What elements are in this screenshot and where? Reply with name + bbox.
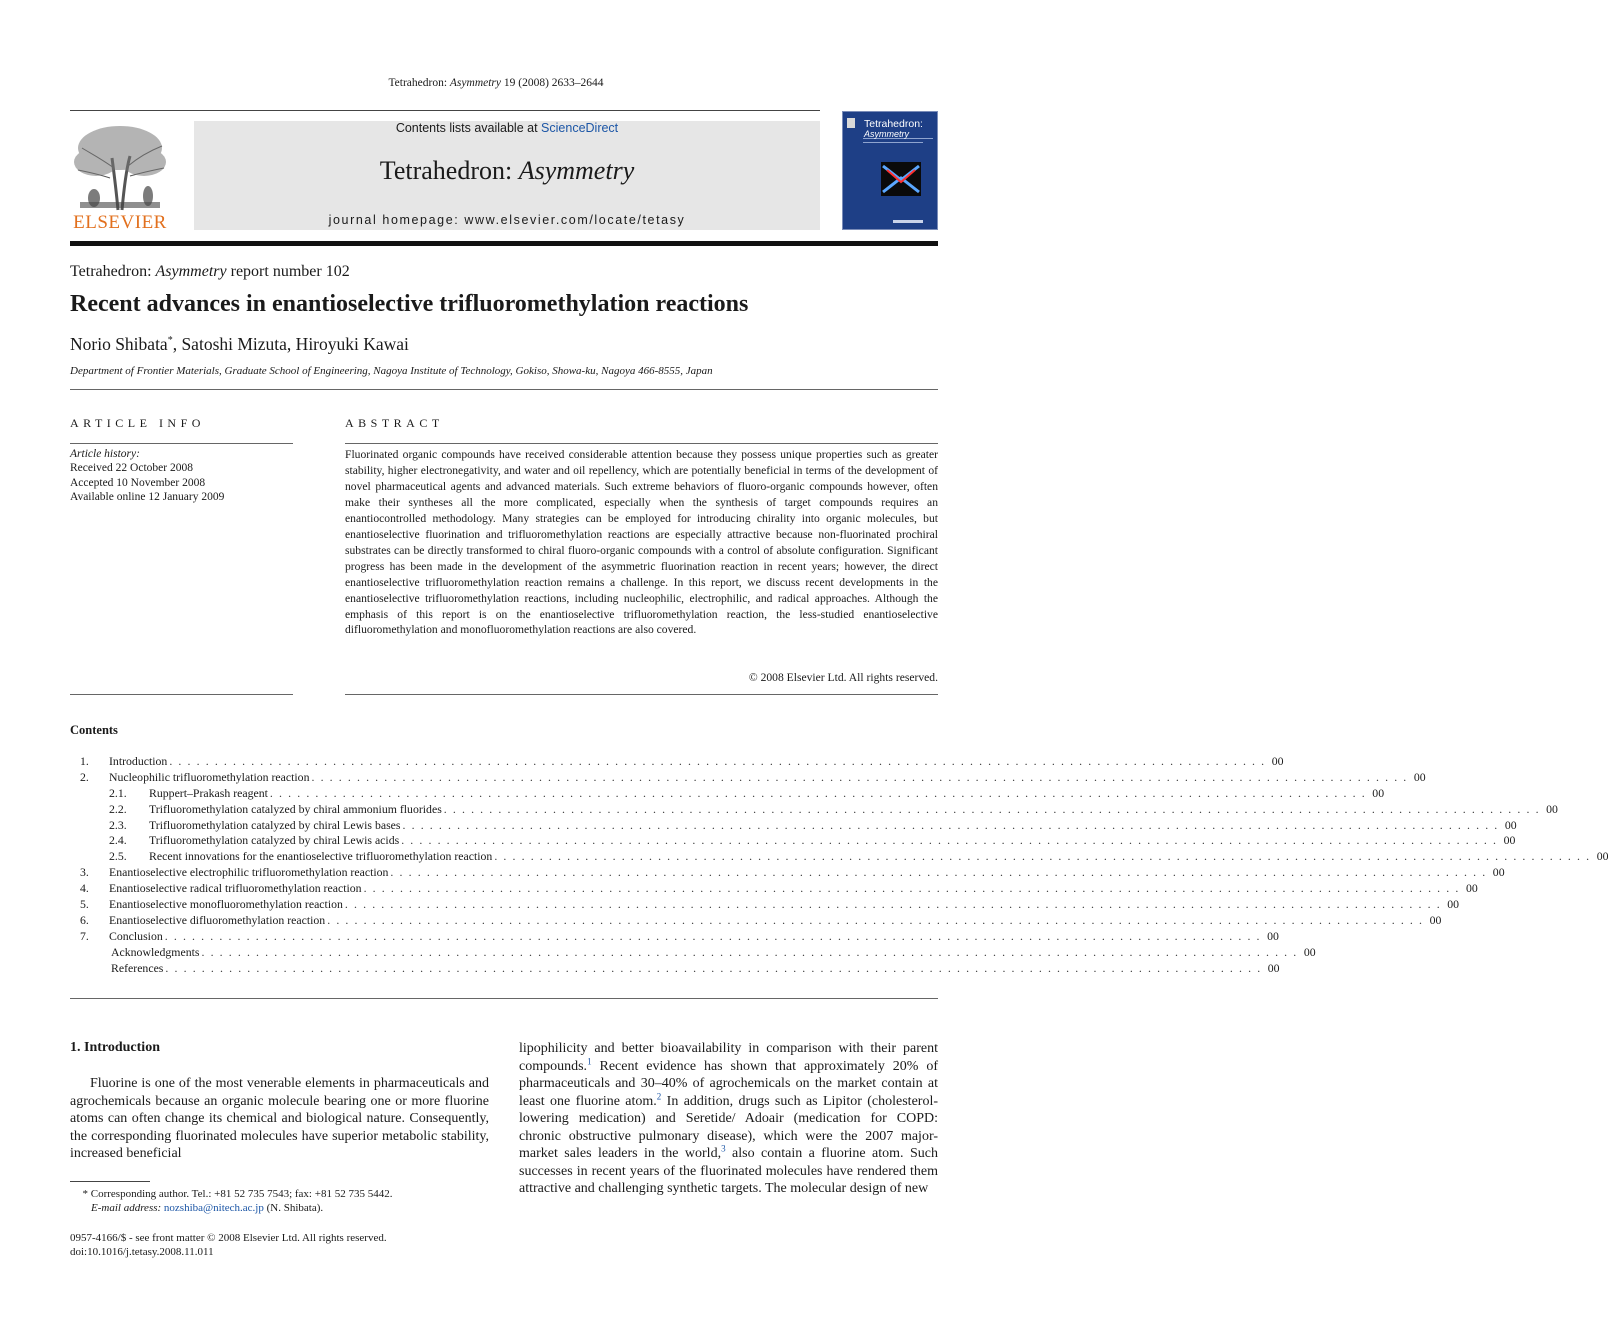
toc-item[interactable] [70,849,1608,865]
toc-item-page: 00 [1546,801,1558,816]
toc-item-page: 00 [1465,881,1478,896]
header-thick-rule [70,241,938,246]
toc-item-number: 2.2. [109,801,127,816]
toc-item-page: 00 [1413,769,1426,784]
intro-text-3: In addition, drugs such as Lipitor (cholesterol-lowering medication) and Seretide/ Adoair (medication for COPD: chronic obstructive pulmonary disease), which were the 2007 major-market sales leaders in the world, [519,1093,938,1161]
toc-item-page: 00 [1271,754,1284,768]
abstract-copyright: © 2008 Elsevier Ltd. All rights reserved. [748,671,938,684]
toc-item-page: 00 [1429,912,1442,927]
toc-item-page: 00 [1303,944,1316,959]
corresponding-text: Corresponding author. Tel.: +81 52 735 7543; fax: +81 52 735 5442. [90,1188,393,1200]
author-list [70,334,409,355]
history-label: Article history: [70,448,140,460]
toc-item-number: 2. [80,769,89,784]
toc-item-page: 00 [1504,817,1517,832]
reference-link[interactable]: 3 [721,1143,726,1154]
author-first: Norio Shibata [70,334,168,354]
issn-line: 0957-4166/$ - see front matter © 2008 Elsevier Ltd. All rights reserved. [70,1232,387,1244]
toc-leader-dots: . . . . . . . . . . . . . . . . . . . . . . . . . . . . . . . . . . . . . . . . . . . . . . . . . . . . . . . . . . . . . . . . . . . . . . . . . . . . . . . . . . . . . . . . . . . . . . . . . . . . . . . . . . . . . . . . . . . . . . . . . [390,865,1487,880]
toc-leader-dots: . . . . . . . . . . . . . . . . . . . . . . . . . . . . . . . . . . . . . . . . . . . . . . . . . . . . . . . . . . . . . . . . . . . . . . . . . . . . . . . . . . . . . . . . . . . . . . . . . . . . . . . . . . . . . . . . . . . . . . . . . [311,769,1408,784]
toc-item[interactable] [70,928,1279,945]
paper-title: Recent advances in enantioselective trifluoromethylation reactions [70,291,749,317]
toc-item-title[interactable]: Enantioselective monofluoromethylation reaction [109,897,343,912]
cover-title [864,119,936,139]
toc-leader-dots: . . . . . . . . . . . . . . . . . . . . . . . . . . . . . . . . . . . . . . . . . . . . . . . . . . . . . . . . . . . . . . . . . . . . . . . . . . . . . . . . . . . . . . . . . . . . . . . . . . . . . . . . . . . . . . . . . . . . . . . . . [269,785,1367,800]
toc-item-title[interactable]: Recent innovations for the enantioselective trifluoromethylation reaction [149,849,493,864]
report-rest: report number 102 [230,263,350,280]
footnote-rule [70,1181,150,1182]
toc-item-number: 2.5. [109,849,127,864]
table-of-contents [70,754,1608,976]
contents-available [194,121,820,135]
toc-item-number: 2.3. [109,817,127,832]
toc-item-number: 7. [80,928,89,943]
toc-item-page: 00 [1267,960,1280,975]
intro-text-4: also contain a fluorine atom. Such successes in recent years of the fluorinated molecules have rendered them attractive and challenging synthetic targets. The molecular design of new [519,1146,938,1196]
publisher-logo-text: ELSEVIER [73,212,167,233]
toc-leader-dots: . . . . . . . . . . . . . . . . . . . . . . . . . . . . . . . . . . . . . . . . . . . . . . . . . . . . . . . . . . . . . . . . . . . . . . . . . . . . . . . . . . . . . . . . . . . . . . . . . . . . . . . . . . . . . . . . . . . . . . . . . [363,881,1460,896]
report-italic: Asymmetry [155,263,227,280]
toc-item-title[interactable]: Nucleophilic trifluoromethylation reaction [109,769,310,784]
toc-item[interactable] [70,960,1280,977]
toc-leader-dots: . . . . . . . . . . . . . . . . . . . . . . . . . . . . . . . . . . . . . . . . . . . . . . . . . . . . . . . . . . . . . . . . . . . . . . . . . . . . . . . . . . . . . . . . . . . . . . . . . . . . . . . . . . . . . . . . . . . . . . . . . [165,960,1262,975]
report-number [70,263,350,281]
email-suffix: (N. Shibata). [266,1202,324,1215]
footnote [70,1187,392,1216]
intro-text-1: lipophilicity and better bioavailability in comparison with their parent compounds. [519,1041,938,1074]
toc-item[interactable] [70,865,1505,881]
toc-item[interactable] [70,785,1385,802]
toc-item-title[interactable]: Trifluoromethylation catalyzed by chiral Lewis acids [149,833,400,848]
divider [70,998,938,999]
toc-item[interactable] [70,881,1478,897]
email-link[interactable]: nozshiba@nitech.ac.jp [163,1202,264,1215]
reference-link[interactable]: 2 [656,1090,662,1101]
divider [345,694,938,695]
toc-item-title[interactable]: References [111,960,164,975]
toc-item-title[interactable]: Trifluoromethylation catalyzed by chiral Lewis bases [149,817,401,832]
journal-name [194,156,820,186]
toc-item[interactable] [70,817,1517,834]
journal-citation [0,77,992,89]
toc-item[interactable] [70,912,1442,929]
toc-item[interactable] [70,897,1460,913]
article-history [70,447,224,504]
abstract-heading: ABSTRACT [345,416,444,430]
toc-item[interactable] [70,801,1558,818]
intro-right-column [519,1040,938,1198]
email-line [70,1201,392,1215]
divider [70,694,293,695]
toc-item-number: 1. [80,754,89,768]
toc-item-page: 00 [1267,928,1279,943]
citation-volume: 19 (2008) 2633–2644 [503,77,604,89]
toc-item-title[interactable]: Ruppert–Prakash reagent [149,785,268,800]
contents-prefix: Contents lists available at [395,121,538,135]
divider [70,443,293,444]
toc-item[interactable] [70,944,1316,961]
toc-leader-dots: . . . . . . . . . . . . . . . . . . . . . . . . . . . . . . . . . . . . . . . . . . . . . . . . . . . . . . . . . . . . . . . . . . . . . . . . . . . . . . . . . . . . . . . . . . . . . . . . . . . . . . . . . . . . . . . . . . . . . . . . . [327,912,1424,927]
toc-item-number: 6. [80,912,89,927]
toc-item-page: 00 [1503,833,1516,848]
toc-leader-dots: . . . . . . . . . . . . . . . . . . . . . . . . . . . . . . . . . . . . . . . . . . . . . . . . . . . . . . . . . . . . . . . . . . . . . . . . . . . . . . . . . . . . . . . . . . . . . . . . . . . . . . . . . . . . . . . . . . . . . . . . . [169,754,1266,768]
toc-item-page: 00 [1447,897,1460,912]
corresponding-mark[interactable]: * [167,335,173,347]
affiliation: Department of Frontier Materials, Graduate School of Engineering, Nagoya Institute of Technology, Gokiso, Showa-ku, Nagoya 466-8555, Japan [70,365,713,377]
intro-text-2: Recent evidence has shown that approximately 20% of pharmaceuticals and 30–40% of agrochemicals on the market contain at least one fluorine atom. [519,1058,938,1109]
intro-left-column: Fluorine is one of the most venerable elements in pharmaceuticals and agrochemicals because an organic molecule bearing one or more fluorine atoms can often change its chemical and biological nature. Consequently, the corresponding fluorinated molecules have superior metabolic stability, increased beneficial [70,1076,489,1161]
toc-item-number: 2.4. [109,833,127,848]
reference-link[interactable]: 1 [587,1055,592,1066]
cover-title-line1: Tetrahedron: [864,118,923,130]
toc-item-number: 2.1. [109,785,127,800]
divider [345,443,938,444]
toc-leader-dots: . . . . . . . . . . . . . . . . . . . . . . . . . . . . . . . . . . . . . . . . . . . . . . . . . . . . . . . . . . . . . . . . . . . . . . . . . . . . . . . . . . . . . . . . . . . . . . . . . . . . . . . . . . . . . . . . . . . . . . . . . [201,944,1298,959]
toc-item-title[interactable]: Acknowledgments [111,944,200,959]
contents-heading: Contents [70,723,118,737]
toc-item[interactable] [70,754,1284,770]
toc-leader-dots: . . . . . . . . . . . . . . . . . . . . . . . . . . . . . . . . . . . . . . . . . . . . . . . . . . . . . . . . . . . . . . . . . . . . . . . . . . . . . . . . . . . . . . . . . . . . . . . . . . . . . . . . . . . . . . . . . . . . . . . . . [402,817,1499,832]
received-date: Received 22 October 2008 [70,462,193,475]
toc-item-number: 4. [80,881,89,896]
citation-journal: Tetrahedron: [388,77,448,89]
abstract-text: Fluorinated organic compounds have received considerable attention because they possess unique properties such as greater stability, higher electronegativity, and water and oil repellency, which are potentially beneficial in terms of the development of novel pharmaceutical agents and advanced materials. Such extreme behaviors of fluoro-organic compounds however, often make their syntheses all the more complicated, especially when the synthesis of target compounds requires an enantiocontrolled methodology. Many strategies can be employed for introducing chirality into organic molecules, but enantioselective fluorination and trifluoromethylation reactions are especially attractive because non-fluorinated prochiral substrates can be directly transformed to chiral fluoro-organic compounds with a control of absolute configuration. Significant progress has been made in the development of the asymmetric fluorination reaction in recent years; however, the direct enantioselective trifluoromethylation reaction remains a challenge. In this report, we discuss recent developments in the enantioselective trifluoromethylation reactions, including nucleophilic, electrophilic, and radical approaches. Although the emphasis of this report is on the enantioselective trifluoromethylation reaction, the less-studied enantioselective difluoromethylation and monofluoromethylation reactions are also covered. [345,448,938,637]
toc-item-page: 00 [1492,865,1505,880]
toc-leader-dots: . . . . . . . . . . . . . . . . . . . . . . . . . . . . . . . . . . . . . . . . . . . . . . . . . . . . . . . . . . . . . . . . . . . . . . . . . . . . . . . . . . . . . . . . . . . . . . . . . . . . . . . . . . . . . . . . . . . . . . . . . [443,801,1541,816]
toc-leader-dots: . . . . . . . . . . . . . . . . . . . . . . . . . . . . . . . . . . . . . . . . . . . . . . . . . . . . . . . . . . . . . . . . . . . . . . . . . . . . . . . . . . . . . . . . . . . . . . . . . . . . . . . . . . . . . . . . . . . . . . . . . [344,897,1442,912]
toc-leader-dots: . . . . . . . . . . . . . . . . . . . . . . . . . . . . . . . . . . . . . . . . . . . . . . . . . . . . . . . . . . . . . . . . . . . . . . . . . . . . . . . . . . . . . . . . . . . . . . . . . . . . . . . . . . . . . . . . . . . . . . . . . [164,928,1262,943]
toc-item-page: 00 [1596,849,1608,864]
divider [70,389,938,390]
footnote-mark: * [82,1188,88,1200]
journal-name-plain: Tetrahedron: [379,156,513,185]
issn-doi [70,1231,387,1260]
sciencedirect-link[interactable]: ScienceDirect [541,121,619,135]
introduction-heading: 1. Introduction [70,1040,160,1055]
toc-item-title[interactable]: Introduction [109,754,168,768]
journal-homepage-link[interactable]: journal homepage: www.elsevier.com/locate/tetasy [328,213,686,227]
doi-link[interactable]: doi:10.1016/j.tetasy.2008.11.011 [70,1246,214,1259]
corresponding-footnote [70,1187,392,1201]
toc-item-title[interactable]: Trifluoromethylation catalyzed by chiral ammonium fluorides [149,801,442,816]
toc-item[interactable] [70,769,1426,786]
toc-item-title[interactable]: Enantioselective difluoromethylation reaction [109,912,326,927]
cover-title-line2: Asymmetry [864,129,909,139]
toc-item-number: 3. [80,865,89,880]
report-prefix: Tetrahedron: [70,263,152,280]
toc-leader-dots: . . . . . . . . . . . . . . . . . . . . . . . . . . . . . . . . . . . . . . . . . . . . . . . . . . . . . . . . . . . . . . . . . . . . . . . . . . . . . . . . . . . . . . . . . . . . . . . . . . . . . . . . . . . . . . . . . . . . . . . . . [494,849,1591,864]
journal-name-italic: Asymmetry [518,156,635,185]
citation-journal-italic: Asymmetry [449,77,501,89]
authors-rest: , Satoshi Mizuta, Hiroyuki Kawai [172,334,409,354]
accepted-date: Accepted 10 November 2008 [70,476,206,489]
header-rule [70,110,820,111]
toc-item[interactable] [70,833,1516,849]
email-label: E-mail address: [91,1202,162,1215]
online-date: Available online 12 January 2009 [70,490,225,503]
toc-item-title[interactable]: Enantioselective radical trifluoromethylation reaction [109,881,362,896]
toc-item-page: 00 [1372,785,1385,800]
toc-item-number: 5. [80,897,89,912]
toc-leader-dots: . . . . . . . . . . . . . . . . . . . . . . . . . . . . . . . . . . . . . . . . . . . . . . . . . . . . . . . . . . . . . . . . . . . . . . . . . . . . . . . . . . . . . . . . . . . . . . . . . . . . . . . . . . . . . . . . . . . . . . . . . [401,833,1498,848]
toc-item-title[interactable]: Enantioselective electrophilic trifluoromethylation reaction [109,865,389,880]
article-info-heading: ARTICLE INFO [70,416,205,430]
toc-item-title[interactable]: Conclusion [109,928,163,943]
